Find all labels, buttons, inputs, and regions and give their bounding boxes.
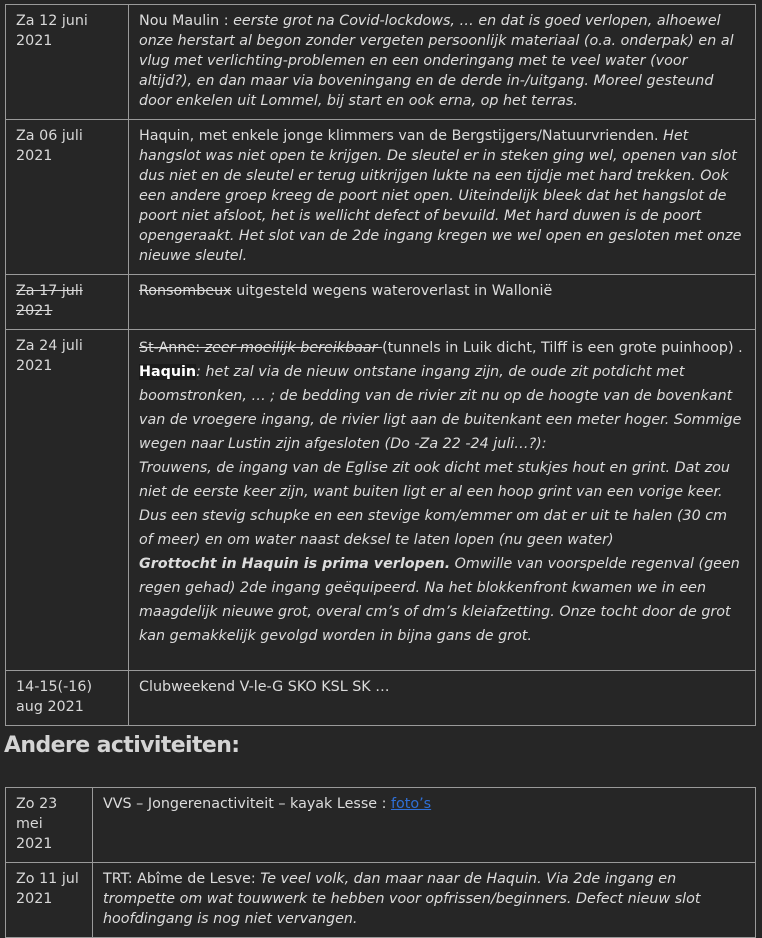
table-row — [6, 120, 756, 275]
date-cell: Za 24 juli 2021 — [6, 330, 129, 671]
activity-text: VVS – Jongerenactiviteit – kayak Lesse : — [103, 796, 391, 812]
cancel-note: uitgesteld wegens wateroverlast in Wallonië — [231, 283, 553, 299]
report-text: Omwille van voorspelde regenval (geen regen gehad) 2de ingang geëquipeerd. Na het blokkenfront kwamen we in een maagdelijk nieuwe grot, overal cm’s of dm’s kleiafzetting. Onze tocht door de grot kan gemakkelijk gevolgd worden in bijna gans de grot. — [139, 556, 740, 644]
report-text: Het hangslot was niet open te krijgen. De sleutel er in steken ging wel, openen van slot dus niet en de sleutel er terug uitkrijgen lukte na een tijdje met hard trekken. Ook een andere groep kreeg de poort niet open. Uiteindelijk bleek dat het hangslot de poort niet afsloot, het is wellicht defect of bevuild. Met hard duwen is de poort opengeraakt. Het slot van de 2de ingang kregen we wel open en gesloten met onze nieuwe sleutel. — [139, 128, 742, 264]
table-row — [6, 330, 756, 671]
activity-lead: TRT: Abîme de Lesve: — [103, 871, 261, 887]
cave-name-cancelled: St-Anne: — [139, 340, 201, 356]
section-heading: Andere activiteiten: — [4, 733, 240, 758]
cancel-reason: zeer moeilijk bereikbaar — [200, 340, 383, 356]
highlighted-cave-name: Haquin — [139, 364, 197, 380]
date-cell: Za 06 juli 2021 — [6, 120, 129, 275]
cave-name-cancelled: Ronsombeux — [139, 283, 232, 299]
date-cell: Zo 23 mei 2021 — [6, 788, 93, 863]
paragraph-eglise — [139, 456, 745, 552]
other-activities-table — [5, 787, 756, 938]
table-row — [6, 275, 756, 330]
table-row — [6, 863, 756, 938]
photos-link[interactable]: foto’s — [390, 796, 432, 812]
result-heading: Grottocht in Haquin is prima verlopen. — [139, 556, 451, 572]
description-cell — [93, 863, 756, 938]
paragraph-st-anne — [139, 336, 745, 360]
paragraph-result — [139, 552, 745, 648]
date-cell: Za 12 juni 2021 — [6, 5, 129, 120]
description-cell — [93, 788, 756, 863]
description-cell: Clubweekend V-le-G SKO KSL SK … — [129, 671, 756, 726]
report-text: Te veel volk, dan maar naar de Haquin. Via 2de ingang en trompette om wat touwwerk te hebben voor opfrissen/beginners. Defect nieuw slot hoofdingang is nog niet vervangen. — [103, 871, 701, 927]
table-row — [6, 788, 756, 863]
paragraph-haquin — [139, 360, 745, 456]
activity-lead: Haquin, met enkele jonge klimmers van de Bergstijgers/Natuurvrienden. — [139, 128, 664, 144]
separator: : — [219, 13, 234, 29]
description-cell — [129, 275, 756, 330]
activities-table — [5, 4, 756, 726]
cancel-detail: (tunnels in Luik dicht, Tilff is een grote puinhoop) . — [382, 340, 743, 356]
report-text: eerste grot na Covid-lockdows, … en dat is goed verlopen, alhoewel onze herstart al begon zonder vergeten persoonlijk materiaal (o.a. onderpak) en al vlug met verlichting-problemen en een onderingang met te veel water (voor altijd?), en dan maar via boveningang en de derde in-/uitgang. Moreel gesteund door enkelen uit Lommel, bij start en ook erna, op het terras. — [139, 13, 734, 109]
description-cell — [129, 120, 756, 275]
table-row — [6, 671, 756, 726]
date-cell: 14-15(-16) aug 2021 — [6, 671, 129, 726]
cave-name: Nou Maulin — [139, 13, 220, 29]
date-cell: Zo 11 jul 2021 — [6, 863, 93, 938]
table-row — [6, 5, 756, 120]
date-cell-cancelled: Za 17 juli 2021 — [6, 275, 129, 330]
report-text: Trouwens, de ingang van de Eglise zit ook dicht met stukjes hout en grint. Dat zou niet de eerste keer zijn, want buiten ligt er al een hoop grint van een vorige keer. Dus een stevig schupke en een stevige kom/emmer om dat er uit te halen (30 cm of meer) en om water naast deksel te laten lopen (nu geen water) — [139, 460, 730, 548]
description-cell — [129, 330, 756, 671]
description-cell — [129, 5, 756, 120]
report-text: : het zal via de nieuw ontstane ingang zijn, de oude zit potdicht met boomstronken, … ; de bedding van de rivier zit nu op de hoogte van de bovenkant van de vroegere ingang, de rivier ligt aan de buitenkant een meter hoger. Sommige wegen naar Lustin zijn afgesloten (Do -Za 22 -24 juli…?): — [139, 364, 742, 452]
